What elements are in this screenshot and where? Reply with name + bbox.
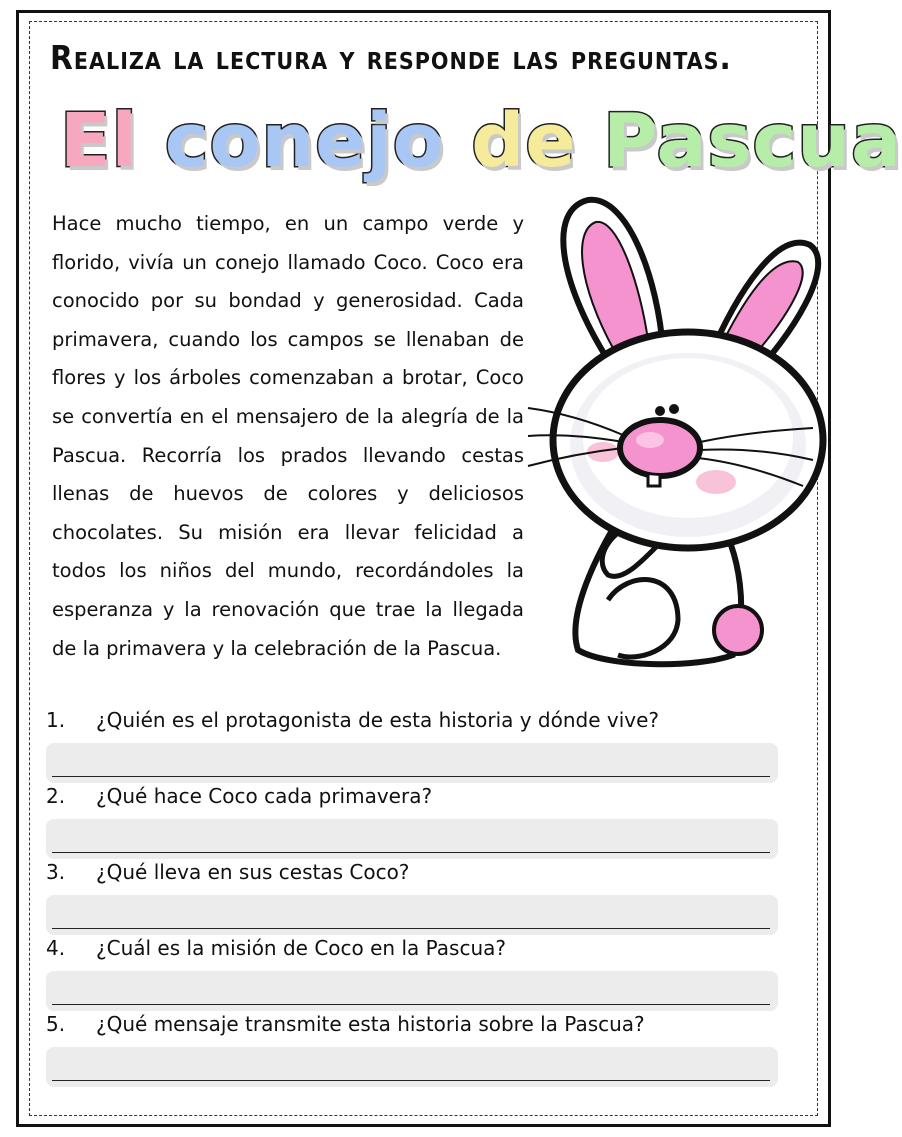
question-item [46, 708, 786, 784]
question-text: ¿Qué mensaje transmite esta historia sobre la Pascua? [96, 1012, 645, 1036]
instructions-heading: Realiza la lectura y responde las preguntas. [50, 38, 732, 77]
question-item [46, 1012, 786, 1088]
question-number: 5. [46, 1012, 66, 1036]
story-paragraph: Hace mucho tiempo, en un campo verde y florido, vivía un conejo llamado Coco. Coco era conocido por su bondad y generosidad. Cada primavera, cuando los campos se llenaban de flores y los árboles comenzaban a brotar, Coco se convertía en el mensajero de la alegría de la Pascua. Recorría los prados llevando cestas llenas de huevos de colores y deliciosos chocolates. Su misión era llevar felicidad a todos los niños del mundo, recordándoles la esperanza y la renovación que trae la llegada de la primavera y la celebración de la Pascua. [52, 212, 524, 660]
title-word-pascua: Pascua [603, 98, 902, 184]
question-number: 2. [46, 784, 66, 808]
answer-line-2[interactable] [46, 819, 778, 859]
answer-line-3[interactable] [46, 895, 778, 935]
question-number: 3. [46, 860, 66, 884]
question-number: 4. [46, 936, 66, 960]
question-text: ¿Qué lleva en sus cestas Coco? [96, 860, 410, 884]
question-item [46, 936, 786, 1012]
question-item [46, 784, 786, 860]
question-text: ¿Quién es el protagonista de esta historia y dónde vive? [96, 708, 660, 732]
answer-line-5[interactable] [46, 1047, 778, 1087]
answer-line-4[interactable] [46, 971, 778, 1011]
question-text: ¿Cuál es la misión de Coco en la Pascua? [96, 936, 506, 960]
question-number: 1. [46, 708, 66, 732]
title-word-conejo: conejo [164, 98, 445, 184]
story-title [60, 98, 902, 188]
question-text: ¿Qué hace Coco cada primavera? [96, 784, 433, 808]
questions-list [46, 708, 786, 1088]
title-word-el: El [60, 98, 138, 184]
answer-line-1[interactable] [46, 743, 778, 783]
title-word-de: de [471, 98, 577, 184]
bunny-illustration [548, 190, 838, 675]
question-item [46, 860, 786, 936]
